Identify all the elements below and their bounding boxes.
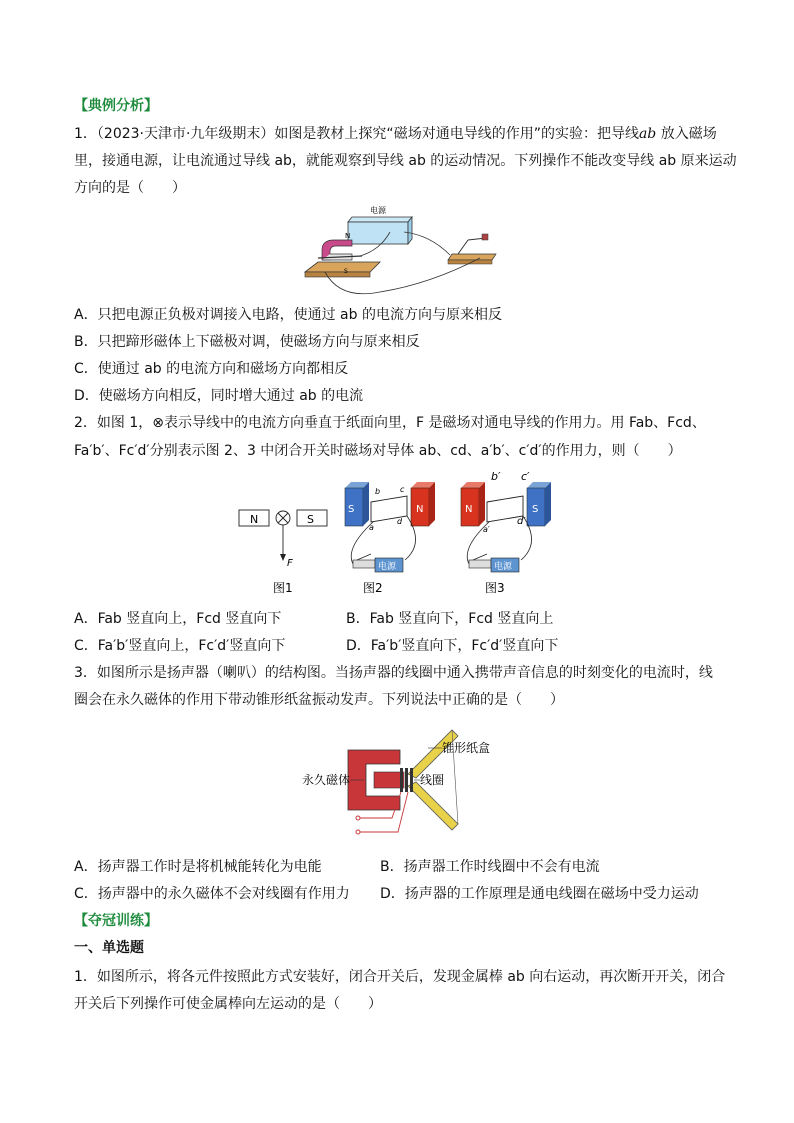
fig1-s: S [307, 513, 314, 526]
p1-line1: 1．如图所示，将各元件按照此方式安装好，闭合开关后，发现金属棒 ab 向右运动，再次断开开关，闭合 [74, 969, 726, 985]
p1-line2: 开关后下列操作可使金属棒向左运动的是（ ） [74, 996, 382, 1012]
q1-line1-text: 1．（2023·天津市·九年级期末）如图是教材上探究“磁场对通电导线的作用”的实验：把导线 [74, 126, 639, 142]
fig3-power: 电源 [494, 562, 513, 572]
q1-option-b: B．只把蹄形磁体上下磁极对调，使磁场方向与原来相反 [74, 334, 420, 350]
q3-option-d: D．扬声器的工作原理是通电线圈在磁场中受力运动 [380, 886, 699, 902]
q1-option-d: D．使磁场方向相反，同时增大通过 ab 的电流 [74, 388, 364, 404]
q1-ab: ab [638, 126, 657, 142]
fig1-n: N [250, 513, 259, 526]
q3-option-a: A．扬声器工作时是将机械能转化为电能 [74, 859, 322, 875]
section-title-training: 【夺冠训练】 [74, 913, 158, 929]
fig2-b: b [375, 487, 381, 496]
fig2-power: 电源 [378, 562, 397, 572]
fig3-caption: 图3 [485, 581, 505, 595]
fig2-a: a [369, 523, 374, 532]
q3-cone-label: 锥形纸盒 [442, 741, 491, 755]
q3-magnet-label: 永久磁体 [302, 773, 351, 787]
fig2-n: N [416, 504, 424, 515]
fig2-s: S [348, 504, 355, 515]
q3-coil-label: 线圈 [420, 773, 445, 787]
fig1-caption: 图1 [273, 581, 293, 595]
q1-line2: 里，接通电源，让电流通过导线 ab，就能观察到导线 ab 的运动情况。下列操作不能改变导线 ab 原来运动 [74, 153, 737, 169]
heading-single-choice: 一、单选题 [74, 940, 144, 956]
fig3-s: S [532, 504, 539, 515]
q1-option-a: A．只把电源正负极对调接入电路，使通过 ab 的电流方向与原来相反 [74, 307, 502, 323]
fig2-c: c [400, 485, 405, 494]
q3-option-c: C．扬声器中的永久磁体不会对线圈有作用力 [74, 886, 350, 902]
fig3-d2: d′ [517, 516, 526, 527]
section-title-examples: 【典例分析】 [74, 98, 158, 114]
fig2-caption: 图2 [363, 581, 383, 595]
q3-line2: 圈会在永久磁体的作用下带动锥形纸盆振动发声。下列说法中正确的是（ ） [74, 692, 564, 708]
q3-option-b: B．扬声器工作时线圈中不会有电流 [380, 859, 600, 875]
q3-figure [300, 716, 500, 848]
fig1-f: F [287, 558, 293, 569]
q1-line1 [74, 124, 717, 144]
q2-option-d: D．Fa′b′竖直向下，Fc′d′竖直向下 [346, 638, 559, 654]
q2-figure [235, 468, 565, 600]
q1-power-label: 电源 [370, 206, 386, 215]
q2-option-a: A．Fab 竖直向上，Fcd 竖直向下 [74, 611, 282, 627]
q1-option-c: C．使通过 ab 的电流方向和磁场方向都相反 [74, 361, 349, 377]
fig3-n: N [465, 504, 473, 515]
q2-option-c: C．Fa′b′竖直向上，Fc′d′竖直向下 [74, 638, 286, 654]
q3-line1: 3．如图所示是扬声器（喇叭）的结构图。当扬声器的线圈中通入携带声音信息的时刻变化的电流时，线 [74, 665, 713, 681]
q1-line1b: 放入磁场 [656, 126, 717, 142]
fig2-d: d [397, 517, 403, 526]
q2-line2: Fa′b′、Fc′d′分别表示图 2、3 中闭合开关时磁场对导体 ab、cd、a′b′、c′d′的作用力，则（ ） [74, 443, 682, 459]
q2-line1: 2．如图 1，⊗表示导线中的电流方向垂直于纸面向里，F 是磁场对通电导线的作用力。用 Fab、Fcd、 [74, 415, 706, 431]
q1-s-label: S [344, 268, 348, 275]
fig3-a2: a′ [483, 525, 490, 534]
q1-n-label: N [345, 232, 351, 240]
fig3-b2: b′ [491, 470, 501, 483]
q2-option-b: B．Fab 竖直向下，Fcd 竖直向上 [346, 611, 554, 627]
q1-figure [300, 200, 500, 300]
fig3-c2: c′ [521, 470, 530, 483]
q1-line3: 方向的是（ ） [74, 180, 186, 196]
